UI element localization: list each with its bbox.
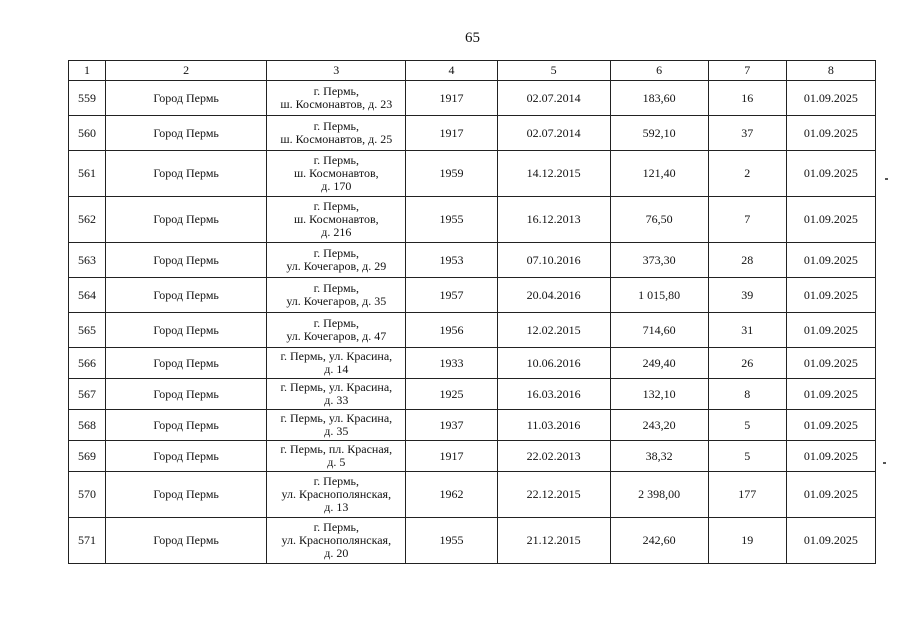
row-number: 561: [69, 151, 106, 197]
date-cell: 02.07.2014: [497, 116, 610, 151]
area-cell: 242,60: [610, 518, 708, 564]
address-line: ш. Космонавтов,: [293, 212, 379, 226]
municipality-cell: Город Пермь: [106, 151, 267, 197]
address-line: г. Пермь,: [313, 119, 360, 133]
address-line: ул. Кочегаров, д. 29: [286, 259, 387, 273]
year-cell: 1933: [406, 348, 497, 379]
address-cell: [267, 379, 406, 410]
page-number: 65: [465, 30, 480, 46]
deadline-cell: 01.09.2025: [786, 151, 875, 197]
municipality-cell: Город Пермь: [106, 348, 267, 379]
area-cell: 121,40: [610, 151, 708, 197]
area-cell: 1 015,80: [610, 278, 708, 313]
address-line: г. Пермь, ул. Красина,: [280, 380, 393, 394]
column-header: 3: [267, 61, 406, 81]
municipality-cell: Город Пермь: [106, 410, 267, 441]
address-line: ш. Космонавтов,: [293, 166, 379, 180]
address-line: д. 5: [327, 455, 346, 469]
date-cell: 11.03.2016: [497, 410, 610, 441]
column-header: 7: [708, 61, 786, 81]
header-row: [69, 61, 876, 81]
row-number: 559: [69, 81, 106, 116]
address-cell: [267, 197, 406, 243]
column-header: 8: [786, 61, 875, 81]
date-cell: 20.04.2016: [497, 278, 610, 313]
row-number: 565: [69, 313, 106, 348]
address-line: ул. Краснополянская,: [281, 533, 392, 547]
address-cell: [267, 410, 406, 441]
address-cell: [267, 243, 406, 278]
year-cell: 1925: [406, 379, 497, 410]
year-cell: 1917: [406, 81, 497, 116]
date-cell: 14.12.2015: [497, 151, 610, 197]
deadline-cell: 01.09.2025: [786, 348, 875, 379]
deadline-cell: 01.09.2025: [786, 472, 875, 518]
municipality-cell: Город Пермь: [106, 116, 267, 151]
deadline-cell: 01.09.2025: [786, 410, 875, 441]
area-cell: 38,32: [610, 441, 708, 472]
year-cell: 1957: [406, 278, 497, 313]
row-number: 566: [69, 348, 106, 379]
address-cell: [267, 441, 406, 472]
year-cell: 1956: [406, 313, 497, 348]
scan-speck: [885, 178, 888, 180]
municipality-cell: Город Пермь: [106, 441, 267, 472]
residents-cell: 16: [708, 81, 786, 116]
deadline-cell: 01.09.2025: [786, 81, 875, 116]
deadline-cell: 01.09.2025: [786, 197, 875, 243]
address-line: г. Пермь,: [313, 153, 360, 167]
deadline-cell: 01.09.2025: [786, 278, 875, 313]
year-cell: 1955: [406, 197, 497, 243]
address-line: г. Пермь,: [313, 246, 360, 260]
deadline-cell: 01.09.2025: [786, 518, 875, 564]
address-line: ул. Кочегаров, д. 35: [286, 294, 387, 308]
residents-cell: 2: [708, 151, 786, 197]
date-cell: 22.02.2013: [497, 441, 610, 472]
table-row: [69, 243, 876, 278]
date-cell: 12.02.2015: [497, 313, 610, 348]
table-row: [69, 518, 876, 564]
address-line: д. 14: [324, 362, 349, 376]
row-number: 564: [69, 278, 106, 313]
row-number: 571: [69, 518, 106, 564]
date-cell: 10.06.2016: [497, 348, 610, 379]
residents-cell: 5: [708, 441, 786, 472]
area-cell: 714,60: [610, 313, 708, 348]
address-line: д. 170: [321, 179, 352, 193]
row-number: 567: [69, 379, 106, 410]
address-cell: [267, 348, 406, 379]
address-line: г. Пермь, пл. Красная,: [280, 442, 393, 456]
residents-cell: 7: [708, 197, 786, 243]
address-line: г. Пермь,: [313, 474, 360, 488]
address-line: г. Пермь, ул. Красина,: [280, 349, 393, 363]
address-line: ул. Кочегаров, д. 47: [286, 329, 387, 343]
column-header: 1: [69, 61, 106, 81]
area-cell: 243,20: [610, 410, 708, 441]
address-cell: [267, 81, 406, 116]
address-line: д. 33: [324, 393, 349, 407]
table-row: [69, 379, 876, 410]
address-cell: [267, 518, 406, 564]
address-line: г. Пермь,: [313, 199, 360, 213]
address-line: ш. Космонавтов, д. 23: [280, 97, 393, 111]
municipality-cell: Город Пермь: [106, 243, 267, 278]
address-line: г. Пермь,: [313, 281, 360, 295]
area-cell: 249,40: [610, 348, 708, 379]
scan-speck: [883, 462, 886, 464]
table-row: [69, 278, 876, 313]
housing-registry-table: [68, 60, 876, 564]
deadline-cell: 01.09.2025: [786, 243, 875, 278]
address-line: д. 216: [321, 225, 352, 239]
residents-cell: 26: [708, 348, 786, 379]
row-number: 563: [69, 243, 106, 278]
year-cell: 1937: [406, 410, 497, 441]
address-line: д. 20: [324, 546, 349, 560]
address-line: г. Пермь,: [313, 84, 360, 98]
address-line: д. 35: [324, 424, 349, 438]
table-row: [69, 197, 876, 243]
address-line: г. Пермь,: [313, 520, 360, 534]
address-line: ш. Космонавтов, д. 25: [280, 132, 393, 146]
address-line: ул. Краснополянская,: [281, 487, 392, 501]
address-line: г. Пермь,: [313, 316, 360, 330]
column-header: 6: [610, 61, 708, 81]
residents-cell: 19: [708, 518, 786, 564]
residents-cell: 39: [708, 278, 786, 313]
area-cell: 183,60: [610, 81, 708, 116]
table-row: [69, 410, 876, 441]
residents-cell: 5: [708, 410, 786, 441]
row-number: 568: [69, 410, 106, 441]
table-row: [69, 151, 876, 197]
address-cell: [267, 116, 406, 151]
residents-cell: 28: [708, 243, 786, 278]
area-cell: 373,30: [610, 243, 708, 278]
residents-cell: 8: [708, 379, 786, 410]
row-number: 570: [69, 472, 106, 518]
deadline-cell: 01.09.2025: [786, 116, 875, 151]
municipality-cell: Город Пермь: [106, 197, 267, 243]
address-cell: [267, 313, 406, 348]
residents-cell: 37: [708, 116, 786, 151]
municipality-cell: Город Пермь: [106, 472, 267, 518]
column-header: 5: [497, 61, 610, 81]
area-cell: 132,10: [610, 379, 708, 410]
row-number: 569: [69, 441, 106, 472]
row-number: 560: [69, 116, 106, 151]
table-row: [69, 116, 876, 151]
date-cell: 07.10.2016: [497, 243, 610, 278]
municipality-cell: Город Пермь: [106, 278, 267, 313]
municipality-cell: Город Пермь: [106, 518, 267, 564]
row-number: 562: [69, 197, 106, 243]
address-line: д. 13: [324, 500, 349, 514]
date-cell: 16.03.2016: [497, 379, 610, 410]
table-row: [69, 441, 876, 472]
table-row: [69, 81, 876, 116]
municipality-cell: Город Пермь: [106, 313, 267, 348]
address-cell: [267, 278, 406, 313]
date-cell: 22.12.2015: [497, 472, 610, 518]
year-cell: 1959: [406, 151, 497, 197]
year-cell: 1917: [406, 441, 497, 472]
date-cell: 16.12.2013: [497, 197, 610, 243]
deadline-cell: 01.09.2025: [786, 379, 875, 410]
table-row: [69, 472, 876, 518]
residents-cell: 177: [708, 472, 786, 518]
residents-cell: 31: [708, 313, 786, 348]
date-cell: 21.12.2015: [497, 518, 610, 564]
table-row: [69, 348, 876, 379]
area-cell: 592,10: [610, 116, 708, 151]
municipality-cell: Город Пермь: [106, 379, 267, 410]
table-row: [69, 313, 876, 348]
year-cell: 1962: [406, 472, 497, 518]
deadline-cell: 01.09.2025: [786, 441, 875, 472]
column-header: 2: [106, 61, 267, 81]
area-cell: 2 398,00: [610, 472, 708, 518]
deadline-cell: 01.09.2025: [786, 313, 875, 348]
address-cell: [267, 472, 406, 518]
year-cell: 1917: [406, 116, 497, 151]
area-cell: 76,50: [610, 197, 708, 243]
municipality-cell: Город Пермь: [106, 81, 267, 116]
address-line: г. Пермь, ул. Красина,: [280, 411, 393, 425]
column-header: 4: [406, 61, 497, 81]
year-cell: 1955: [406, 518, 497, 564]
date-cell: 02.07.2014: [497, 81, 610, 116]
year-cell: 1953: [406, 243, 497, 278]
address-cell: [267, 151, 406, 197]
